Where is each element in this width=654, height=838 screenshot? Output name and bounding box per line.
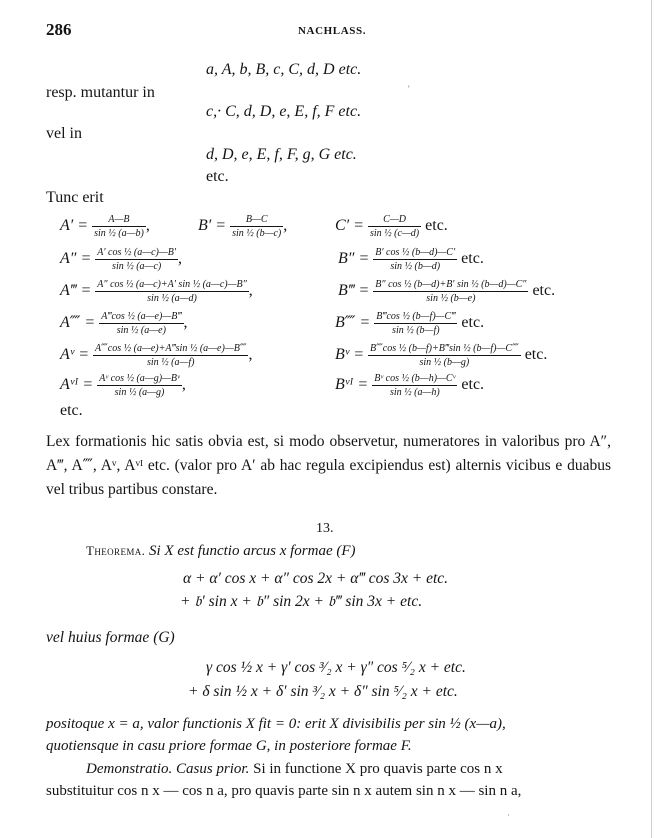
eq-suffix: etc. [461, 376, 485, 394]
numerator: B″ cos ½ (b—d)+B′ sin ½ (b—d)—C″ [375, 279, 527, 290]
equations-etc: etc. [60, 402, 83, 419]
eq-fraction [368, 343, 521, 368]
eq-suffix: , [183, 314, 188, 332]
text-positoque: positoque x = a, valor functionis X fit = 0: erit X divisibilis per sin ½ (x—a), [46, 716, 506, 732]
equation-row-2-b [338, 247, 484, 272]
paragraph-lex-formationis: Lex formationis hic satis obvia est, si modo observetur, numeratores in valoribus pro A″, A‴, A⁗, Aᵛ, Aᵛᴵ etc. (valor pro A′ ab hac regula excipiendus est) alternis vicibus e duabus vel tribus partibus constare. [46, 433, 611, 498]
equation-row-6 [60, 373, 186, 398]
numerator: C—D [368, 214, 421, 227]
equation-row-1-c [335, 214, 448, 239]
eq-lhs: Bᵛ = [335, 346, 365, 364]
numerator: B′ cos ½ (b—d)—C′ [375, 247, 456, 258]
eq-fraction [99, 311, 183, 336]
eq-fraction [373, 247, 457, 272]
sequence-line-3: d, D, e, E, f, F, g, G etc. [206, 146, 357, 163]
formula-G-line-1: γ cos ½ x + γ′ cos ³⁄₂ x + γ″ cos ⁵⁄₂ x + etc. [206, 659, 466, 676]
eq-suffix: etc. [461, 250, 484, 268]
sequence-line-2: c,· C, d, D, e, E, f, F etc. [206, 103, 362, 120]
eq-lhs: C′ = [335, 217, 364, 235]
eq-lhs: B′ = [198, 217, 227, 235]
denominator: sin ½ (c—d) [369, 228, 420, 239]
section-number: 13. [316, 521, 334, 536]
eq-suffix: etc. [532, 282, 556, 300]
eq-suffix: , [248, 346, 253, 364]
scan-speck: · [507, 810, 510, 820]
demonstratio-text: Si in functione X pro quavis parte cos n x [253, 761, 503, 777]
sequence-line-1: a, A, b, B, c, C, d, D etc. [206, 61, 362, 78]
eq-suffix: etc. [524, 346, 548, 364]
denominator: sin ½ (a—f) [147, 357, 195, 368]
eq-lhs: A‴ = [60, 282, 92, 300]
eq-fraction [93, 343, 248, 368]
equation-row-4 [60, 311, 188, 336]
equation-row-5-b [335, 343, 547, 368]
eq-suffix: , [178, 250, 183, 268]
demonstratio-case: Casus prior. [176, 761, 250, 777]
denominator: sin ½ (a—e) [116, 325, 166, 336]
text-vel-in: vel in [46, 125, 82, 142]
equation-row-2 [60, 247, 182, 272]
text-vel-huius-formae: vel huius formae (G) [46, 629, 175, 646]
eq-suffix: etc. [461, 314, 485, 332]
eq-lhs: Aᵛ = [60, 346, 90, 364]
numerator: Bᵛ cos ½ (b—h)—Cᵛ [374, 373, 456, 384]
theorem-text: Si X est functio arcus x formae (F) [149, 543, 356, 559]
scan-speck: ' [408, 84, 410, 94]
theorem-line [86, 543, 356, 560]
denominator: sin ½ (b—g) [419, 357, 470, 368]
eq-lhs: B⁗ = [335, 314, 371, 332]
eq-fraction [95, 279, 248, 304]
numerator: B—C [230, 214, 283, 227]
numerator: A—B [92, 214, 146, 227]
equation-row-6-b [335, 373, 484, 398]
equation-row-3 [60, 279, 253, 304]
eq-fraction [372, 373, 457, 398]
text-resp-mutantur: resp. mutantur in [46, 84, 155, 101]
eq-lhs: A″ = [60, 250, 92, 268]
eq-fraction [230, 214, 283, 239]
eq-lhs: Aᵛᴵ = [60, 376, 94, 394]
equation-row-4-b [335, 311, 484, 336]
eq-fraction [374, 311, 457, 336]
formula-F-line-1: α + α′ cos x + α″ cos 2x + α‴ cos 3x + etc. [183, 570, 449, 587]
eq-lhs: B″ = [338, 250, 370, 268]
eq-fraction [373, 279, 528, 304]
equation-row-1 [60, 214, 150, 239]
eq-fraction [97, 373, 182, 398]
denominator: sin ½ (b—d) [390, 261, 441, 272]
denominator: sin ½ (b—f) [392, 325, 440, 336]
numerator: B⁗cos ½ (b—f)+B‴sin ½ (b—f)—C⁗ [370, 343, 519, 354]
demonstratio-label: Demonstratio. [86, 761, 173, 777]
demonstratio-line [86, 761, 503, 778]
text-quotiensque: quotiensque in casu priore formae G, in posteriore formae F. [46, 738, 412, 754]
denominator: sin ½ (b—c) [232, 228, 282, 239]
numerator: Aᵛ cos ½ (a—g)—Bᵛ [99, 373, 180, 384]
running-head: NACHLASS. [298, 25, 367, 37]
denominator: sin ½ (a—d) [147, 293, 197, 304]
equation-row-1-b [198, 214, 287, 239]
equation-row-5 [60, 343, 252, 368]
sequence-line-3-etc: etc. [206, 168, 229, 185]
eq-suffix: , [283, 217, 288, 235]
denominator: sin ½ (a—b) [94, 228, 144, 239]
eq-lhs: A′ = [60, 217, 89, 235]
denominator: sin ½ (b—e) [426, 293, 476, 304]
equation-row-3-b [338, 279, 555, 304]
eq-fraction [92, 214, 146, 239]
numerator: A‴cos ½ (a—e)—B‴ [101, 311, 182, 322]
eq-lhs: A⁗ = [60, 314, 96, 332]
eq-suffix: , [145, 217, 150, 235]
eq-suffix: , [181, 376, 186, 394]
formula-F-line-2: + 𝔟′ sin x + 𝔟″ sin 2x + 𝔟‴ sin 3x + etc. [180, 593, 423, 610]
numerator: A′ cos ½ (a—c)—B′ [97, 247, 177, 258]
eq-suffix: etc. [425, 217, 448, 235]
eq-lhs: Bᵛᴵ = [335, 376, 369, 394]
page-edge-line [651, 0, 652, 838]
text-tunc-erit: Tunc erit [46, 189, 104, 206]
eq-lhs: B‴ = [338, 282, 370, 300]
page-number: 286 [46, 20, 72, 39]
denominator: sin ½ (a—g) [114, 387, 165, 398]
eq-suffix: , [248, 282, 253, 300]
numerator: A⁗cos ½ (a—e)+A‴sin ½ (a—e)—B⁗ [95, 343, 247, 354]
denominator: sin ½ (a—c) [112, 261, 162, 272]
numerator: B‴cos ½ (b—f)—C‴ [376, 311, 456, 322]
theorem-label: Theorema. [86, 543, 146, 558]
eq-fraction [95, 247, 178, 272]
denominator: sin ½ (a—h) [389, 387, 440, 398]
substituitur-line: substituitur cos n x — cos n a, pro quavis parte sin n x autem sin n x — sin n a, [46, 783, 522, 799]
numerator: A″ cos ½ (a—c)+A′ sin ½ (a—c)—B″ [97, 279, 247, 290]
formula-G-line-2: + δ sin ½ x + δ′ sin ³⁄₂ x + δ″ sin ⁵⁄₂ x + etc. [188, 683, 458, 700]
eq-fraction [368, 214, 421, 239]
